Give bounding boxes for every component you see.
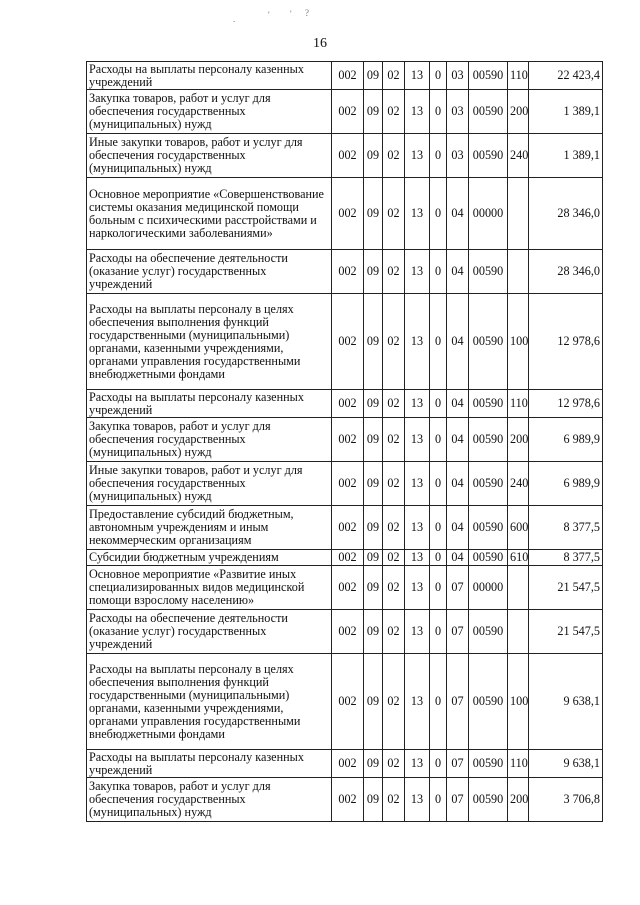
direction-code-cell: 00000 bbox=[469, 178, 508, 250]
section-code-cell: 09 bbox=[364, 654, 383, 750]
subsection-code-cell: 02 bbox=[383, 654, 405, 750]
program-code-cell: 13 bbox=[405, 750, 430, 778]
amount-cell: 1 389,1 bbox=[529, 134, 603, 178]
department-code-cell: 002 bbox=[332, 134, 364, 178]
expense-type-code-cell bbox=[508, 566, 529, 610]
activity-code-cell: 07 bbox=[447, 654, 469, 750]
expense-type-code-cell: 100 bbox=[508, 294, 529, 390]
subsection-code-cell: 02 bbox=[383, 750, 405, 778]
department-code-cell: 002 bbox=[332, 654, 364, 750]
subsection-code-cell: 02 bbox=[383, 550, 405, 566]
section-code-cell: 09 bbox=[364, 134, 383, 178]
table-row bbox=[87, 62, 603, 90]
activity-code-cell: 04 bbox=[447, 550, 469, 566]
direction-code-cell: 00590 bbox=[469, 550, 508, 566]
activity-code-cell: 04 bbox=[447, 294, 469, 390]
expense-name-cell: Расходы на выплаты персоналу в целях обеспечения выполнения функций государственными (муниципальными) органами, казенными учреждениями, органами управления государственными внебюджетными фондами bbox=[87, 654, 332, 750]
subprogram-code-cell: 0 bbox=[430, 654, 447, 750]
subprogram-code-cell: 0 bbox=[430, 418, 447, 462]
amount-cell: 12 978,6 bbox=[529, 390, 603, 418]
table-row bbox=[87, 506, 603, 550]
subprogram-code-cell: 0 bbox=[430, 294, 447, 390]
table-row bbox=[87, 250, 603, 294]
program-code-cell: 13 bbox=[405, 778, 430, 822]
expense-name-cell: Предоставление субсидий бюджетным, автономным учреждениям и иным некоммерческим организациям bbox=[87, 506, 332, 550]
section-code-cell: 09 bbox=[364, 610, 383, 654]
subsection-code-cell: 02 bbox=[383, 90, 405, 134]
table-row bbox=[87, 750, 603, 778]
department-code-cell: 002 bbox=[332, 550, 364, 566]
department-code-cell: 002 bbox=[332, 610, 364, 654]
section-code-cell: 09 bbox=[364, 778, 383, 822]
subprogram-code-cell: 0 bbox=[430, 134, 447, 178]
section-code-cell: 09 bbox=[364, 750, 383, 778]
direction-code-cell: 00590 bbox=[469, 506, 508, 550]
section-code-cell: 09 bbox=[364, 566, 383, 610]
table-row bbox=[87, 390, 603, 418]
program-code-cell: 13 bbox=[405, 610, 430, 654]
expense-type-code-cell bbox=[508, 178, 529, 250]
program-code-cell: 13 bbox=[405, 566, 430, 610]
expense-name-cell: Расходы на обеспечение деятельности (оказание услуг) государственных учреждений bbox=[87, 250, 332, 294]
program-code-cell: 13 bbox=[405, 134, 430, 178]
expense-type-code-cell: 240 bbox=[508, 462, 529, 506]
activity-code-cell: 07 bbox=[447, 610, 469, 654]
program-code-cell: 13 bbox=[405, 90, 430, 134]
subprogram-code-cell: 0 bbox=[430, 178, 447, 250]
expense-type-code-cell: 200 bbox=[508, 90, 529, 134]
expense-name-cell: Расходы на выплаты персоналу в целях обеспечения выполнения функций государственными (муниципальными) органами, казенными учреждениями, органами управления государственными внебюджетными фондами bbox=[87, 294, 332, 390]
department-code-cell: 002 bbox=[332, 418, 364, 462]
table-row bbox=[87, 610, 603, 654]
department-code-cell: 002 bbox=[332, 90, 364, 134]
subprogram-code-cell: 0 bbox=[430, 62, 447, 90]
section-code-cell: 09 bbox=[364, 506, 383, 550]
direction-code-cell: 00590 bbox=[469, 750, 508, 778]
program-code-cell: 13 bbox=[405, 506, 430, 550]
section-code-cell: 09 bbox=[364, 250, 383, 294]
table-row bbox=[87, 178, 603, 250]
subprogram-code-cell: 0 bbox=[430, 390, 447, 418]
scan-mark: . bbox=[233, 14, 236, 24]
amount-cell: 21 547,5 bbox=[529, 610, 603, 654]
amount-cell: 3 706,8 bbox=[529, 778, 603, 822]
section-code-cell: 09 bbox=[364, 462, 383, 506]
direction-code-cell: 00590 bbox=[469, 250, 508, 294]
expense-name-cell: Основное мероприятие «Развитие иных специализированных видов медицинской помощи взрослому населению» bbox=[87, 566, 332, 610]
subsection-code-cell: 02 bbox=[383, 294, 405, 390]
table-row bbox=[87, 550, 603, 566]
subsection-code-cell: 02 bbox=[383, 418, 405, 462]
section-code-cell: 09 bbox=[364, 90, 383, 134]
subprogram-code-cell: 0 bbox=[430, 778, 447, 822]
amount-cell: 6 989,9 bbox=[529, 462, 603, 506]
program-code-cell: 13 bbox=[405, 550, 430, 566]
expense-type-code-cell: 110 bbox=[508, 62, 529, 90]
scan-mark: ' bbox=[290, 9, 292, 19]
expense-name-cell: Основное мероприятие «Совершенствование системы оказания медицинской помощи больным с психическими расстройствами и наркологическими заболеваниями» bbox=[87, 178, 332, 250]
expense-type-code-cell: 200 bbox=[508, 418, 529, 462]
subprogram-code-cell: 0 bbox=[430, 610, 447, 654]
subsection-code-cell: 02 bbox=[383, 462, 405, 506]
expense-type-code-cell bbox=[508, 250, 529, 294]
program-code-cell: 13 bbox=[405, 462, 430, 506]
amount-cell: 6 989,9 bbox=[529, 418, 603, 462]
subsection-code-cell: 02 bbox=[383, 178, 405, 250]
scan-mark: ? bbox=[305, 8, 309, 18]
expense-name-cell: Расходы на выплаты персоналу казенных учреждений bbox=[87, 750, 332, 778]
program-code-cell: 13 bbox=[405, 654, 430, 750]
expense-name-cell: Расходы на выплаты персоналу казенных учреждений bbox=[87, 62, 332, 90]
department-code-cell: 002 bbox=[332, 62, 364, 90]
direction-code-cell: 00590 bbox=[469, 778, 508, 822]
expense-type-code-cell bbox=[508, 610, 529, 654]
table-row bbox=[87, 654, 603, 750]
amount-cell: 21 547,5 bbox=[529, 566, 603, 610]
direction-code-cell: 00590 bbox=[469, 62, 508, 90]
amount-cell: 9 638,1 bbox=[529, 750, 603, 778]
department-code-cell: 002 bbox=[332, 250, 364, 294]
program-code-cell: 13 bbox=[405, 418, 430, 462]
amount-cell: 28 346,0 bbox=[529, 250, 603, 294]
subprogram-code-cell: 0 bbox=[430, 566, 447, 610]
activity-code-cell: 04 bbox=[447, 418, 469, 462]
program-code-cell: 13 bbox=[405, 294, 430, 390]
subprogram-code-cell: 0 bbox=[430, 90, 447, 134]
activity-code-cell: 03 bbox=[447, 62, 469, 90]
amount-cell: 28 346,0 bbox=[529, 178, 603, 250]
section-code-cell: 09 bbox=[364, 294, 383, 390]
section-code-cell: 09 bbox=[364, 418, 383, 462]
activity-code-cell: 07 bbox=[447, 750, 469, 778]
activity-code-cell: 07 bbox=[447, 566, 469, 610]
table-row bbox=[87, 778, 603, 822]
subsection-code-cell: 02 bbox=[383, 134, 405, 178]
table-row bbox=[87, 294, 603, 390]
subsection-code-cell: 02 bbox=[383, 390, 405, 418]
expense-name-cell: Иные закупки товаров, работ и услуг для обеспечения государственных (муниципальных) нужд bbox=[87, 134, 332, 178]
direction-code-cell: 00590 bbox=[469, 610, 508, 654]
section-code-cell: 09 bbox=[364, 390, 383, 418]
direction-code-cell: 00000 bbox=[469, 566, 508, 610]
table-row bbox=[87, 90, 603, 134]
subsection-code-cell: 02 bbox=[383, 566, 405, 610]
department-code-cell: 002 bbox=[332, 294, 364, 390]
table-row bbox=[87, 462, 603, 506]
scan-mark: ' bbox=[268, 10, 270, 20]
expense-name-cell: Иные закупки товаров, работ и услуг для обеспечения государственных (муниципальных) нужд bbox=[87, 462, 332, 506]
department-code-cell: 002 bbox=[332, 778, 364, 822]
table-row bbox=[87, 418, 603, 462]
department-code-cell: 002 bbox=[332, 750, 364, 778]
activity-code-cell: 04 bbox=[447, 462, 469, 506]
expense-type-code-cell: 100 bbox=[508, 654, 529, 750]
activity-code-cell: 03 bbox=[447, 134, 469, 178]
subsection-code-cell: 02 bbox=[383, 778, 405, 822]
activity-code-cell: 03 bbox=[447, 90, 469, 134]
table-row bbox=[87, 566, 603, 610]
subprogram-code-cell: 0 bbox=[430, 550, 447, 566]
direction-code-cell: 00590 bbox=[469, 294, 508, 390]
subsection-code-cell: 02 bbox=[383, 250, 405, 294]
expense-name-cell: Закупка товаров, работ и услуг для обеспечения государственных (муниципальных) нужд bbox=[87, 418, 332, 462]
program-code-cell: 13 bbox=[405, 178, 430, 250]
subsection-code-cell: 02 bbox=[383, 506, 405, 550]
expense-type-code-cell: 240 bbox=[508, 134, 529, 178]
amount-cell: 9 638,1 bbox=[529, 654, 603, 750]
amount-cell: 12 978,6 bbox=[529, 294, 603, 390]
direction-code-cell: 00590 bbox=[469, 390, 508, 418]
department-code-cell: 002 bbox=[332, 462, 364, 506]
expense-type-code-cell: 610 bbox=[508, 550, 529, 566]
table-row bbox=[87, 134, 603, 178]
budget-table-body bbox=[87, 62, 603, 822]
direction-code-cell: 00590 bbox=[469, 654, 508, 750]
expense-name-cell: Расходы на обеспечение деятельности (оказание услуг) государственных учреждений bbox=[87, 610, 332, 654]
activity-code-cell: 04 bbox=[447, 506, 469, 550]
department-code-cell: 002 bbox=[332, 566, 364, 610]
amount-cell: 22 423,4 bbox=[529, 62, 603, 90]
expense-name-cell: Расходы на выплаты персоналу казенных учреждений bbox=[87, 390, 332, 418]
activity-code-cell: 04 bbox=[447, 250, 469, 294]
department-code-cell: 002 bbox=[332, 390, 364, 418]
amount-cell: 1 389,1 bbox=[529, 90, 603, 134]
department-code-cell: 002 bbox=[332, 178, 364, 250]
subsection-code-cell: 02 bbox=[383, 62, 405, 90]
page-number: 16 bbox=[313, 36, 327, 51]
expense-type-code-cell: 110 bbox=[508, 390, 529, 418]
program-code-cell: 13 bbox=[405, 250, 430, 294]
direction-code-cell: 00590 bbox=[469, 134, 508, 178]
expense-type-code-cell: 600 bbox=[508, 506, 529, 550]
subsection-code-cell: 02 bbox=[383, 610, 405, 654]
direction-code-cell: 00590 bbox=[469, 90, 508, 134]
amount-cell: 8 377,5 bbox=[529, 506, 603, 550]
subprogram-code-cell: 0 bbox=[430, 750, 447, 778]
department-code-cell: 002 bbox=[332, 506, 364, 550]
activity-code-cell: 07 bbox=[447, 778, 469, 822]
subprogram-code-cell: 0 bbox=[430, 250, 447, 294]
subprogram-code-cell: 0 bbox=[430, 462, 447, 506]
subprogram-code-cell: 0 bbox=[430, 506, 447, 550]
expense-type-code-cell: 200 bbox=[508, 778, 529, 822]
section-code-cell: 09 bbox=[364, 62, 383, 90]
program-code-cell: 13 bbox=[405, 390, 430, 418]
expense-name-cell: Закупка товаров, работ и услуг для обеспечения государственных (муниципальных) нужд bbox=[87, 90, 332, 134]
direction-code-cell: 00590 bbox=[469, 462, 508, 506]
program-code-cell: 13 bbox=[405, 62, 430, 90]
budget-table bbox=[86, 61, 603, 822]
section-code-cell: 09 bbox=[364, 178, 383, 250]
expense-name-cell: Закупка товаров, работ и услуг для обеспечения государственных (муниципальных) нужд bbox=[87, 778, 332, 822]
direction-code-cell: 00590 bbox=[469, 418, 508, 462]
amount-cell: 8 377,5 bbox=[529, 550, 603, 566]
section-code-cell: 09 bbox=[364, 550, 383, 566]
activity-code-cell: 04 bbox=[447, 390, 469, 418]
expense-type-code-cell: 110 bbox=[508, 750, 529, 778]
activity-code-cell: 04 bbox=[447, 178, 469, 250]
expense-name-cell: Субсидии бюджетным учреждениям bbox=[87, 550, 332, 566]
